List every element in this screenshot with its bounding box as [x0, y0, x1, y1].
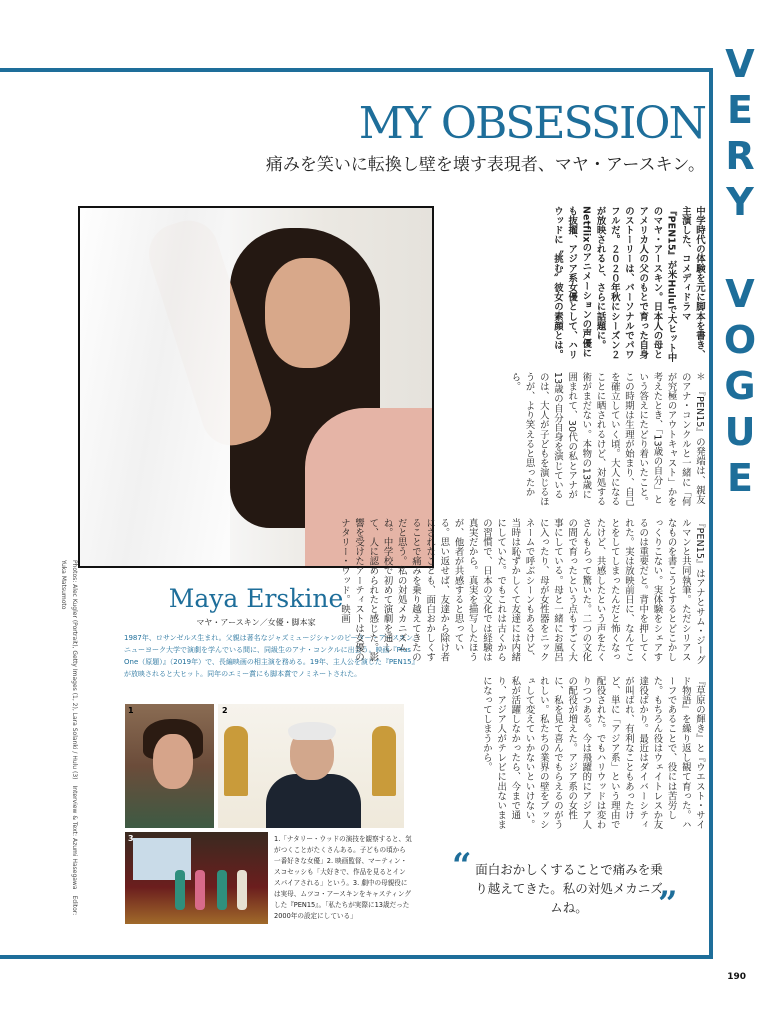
figure-1-face	[153, 734, 193, 789]
frame-top-rule	[0, 68, 711, 72]
portrait-photo	[78, 206, 434, 568]
figure-2-statue	[224, 726, 248, 796]
figure-2-statue	[372, 726, 396, 796]
profile-role: マヤ・アースキン／女優・脚本家	[196, 618, 316, 627]
quote-open-mark: “	[452, 846, 472, 886]
profile-name: Maya Erskine	[168, 584, 344, 613]
figure-3-person	[175, 870, 185, 910]
figure-2-hair	[288, 722, 336, 740]
page-subtitle: 痛みを笑いに転換し壁を壊す表現者、マヤ・アースキン。	[265, 155, 705, 175]
section-vertical-title: VERY VOGUE	[718, 42, 762, 502]
photo-credits: Photos: Alec Kugler (Portrait), Getty Images (1, 2), Lara Solanki / Hulu (3) Interview & Text: Azumi Hasegawa Editor: Yuka Matsumoto	[60, 560, 78, 916]
pull-quote: 面白おかしくすることで痛みを乗り越えてきた。私の対処メカニズムね。	[475, 862, 663, 915]
figure-2-image	[218, 704, 404, 828]
figure-3-person	[237, 870, 247, 910]
frame-right-rule	[709, 68, 713, 959]
figure-3-image	[125, 832, 268, 924]
photo-curtain	[80, 208, 230, 568]
quote-close-mark: ”	[658, 884, 678, 924]
frame-bottom-rule	[0, 955, 713, 959]
figure-3-person	[217, 870, 227, 910]
figure-1-label: 1	[128, 706, 134, 715]
article-column-1: ＊ 『PEN15』の発端は、親友のアナ・コンクルと一緒に「何が究極のアウトキャスト」かを考えたとき、「13歳の自分」という答えにたどり着いたこと。この時期は生理が始まり、自己を確立していく頃。大人になることに晒されるけど、対処する術がまだない。本物の13歳に囲まれて、30代の私とアナが13歳の自分自身を演じているのは、大人が子どもを演じるほうが、より笑えると思ったから。	[509, 372, 705, 507]
profile-bio: 1987年、ロサンゼルス生まれ。父親は著名なジャズミュージシャンのピーター・アースキン。ニューヨーク大学で演劇を学んでいる間に、同級生のアナ・コンクルに出会う。映画『Plus One（原題）』（2019年）で、長編映画の相主演を務める。19年、主人公を演じた『PEN15』が放映されると大ヒット。同年のエミー賞にも脚本賞でノミネートされた。	[124, 634, 420, 678]
figure-2-suit	[266, 774, 361, 828]
figure-3-label: 3	[128, 834, 134, 843]
article-column-2: 『PEN15』はアナとサム・ジーグルマンと共同執筆。ただシリアスなものを書こうとするとどこかしっくりこない。実体験をシェアするのは重要だと。背中を押してくれた。実は放映前日に、なんてことをしてしまったんだと怖くなったけど、共感したという声をたくさんもらって驚いた。二つの文化の間で育ったという点もすごく大事にしている。母と一緒にお風呂に入ったり、母が女性器をニックネームで呼ぶシーンもあるけど、当時は恥ずかしくて友達には内緒にしていた。でもこれは古くからの習慣で、日本の文化では経験は真実だから。真実を描写したほうが、他者が共感すると思っている。思い返せば、友達から除け者にされたことも、面白おかしくすることで痛みを乗り越えてきたのだと思う。私の対処メカニズムね。中学校で初めて演劇を通して、人に認められたと感じた。影響を受けたアーティストは女優のナタリー・ウッド。映画	[338, 518, 705, 665]
article-column-3: 『草原の輝き』と『ウエスト・サイド物語』を繰り返し観て育った。ハーフであることで、役には苦労した。もちろん役はウェイトレスか友達役ばかり。最近はダイバーシティが叫ばれ、有利なこともあったけど、単に「アジア系」という理由で配役された。でもハリウッドは変わりつつある。今は飛躍的にアジア人の配役が増えた。アジア系の女性に、私を見て喜んでもらえるのがうれしい。私たちの業界の壁をプッシュして変えていかないといけない。私が活躍しなかったら、今まで通り、アジア人がテレビに出ないままになってしまうから。	[480, 676, 705, 830]
figure-1-image	[125, 704, 214, 828]
page-number: 190	[727, 972, 746, 982]
photo-face	[265, 258, 350, 368]
figure-3-person	[195, 870, 205, 910]
figure-2-label: 2	[222, 706, 228, 715]
figure-caption: 1.「ナタリー・ウッドの演技を観察すると、気がつくことがたくさんある。子どもの頃から一番好きな女優」2. 映画監督、マーティン・スコセッシも「大好きで、作品を見るとインスパイアされる」という。3. 劇中の母親役には実母、ムツコ・アースキンをキャスティングした『PEN15』。「私たちが実際に13歳だった2000年の設定にしている」	[274, 835, 412, 920]
article-lead: 中学時代の体験を元に脚本を書き、主演した、コメディドラマ『PEN15』が米Huluで大ヒット中のマヤ・アースキン。日本人の母とアメリカ人の父のもとで育った自身のストーリーは、パーソナルでパワフルだ。２０２０年秋にシーズン２が放映されると、さらに話題に。Netflixのアニメーションの声優にも抜擢、アジア系女優として、ハリウッドに〝挑む〟彼女の素顔とは。	[551, 206, 705, 363]
page-title: MY OBSESSION	[358, 98, 705, 149]
